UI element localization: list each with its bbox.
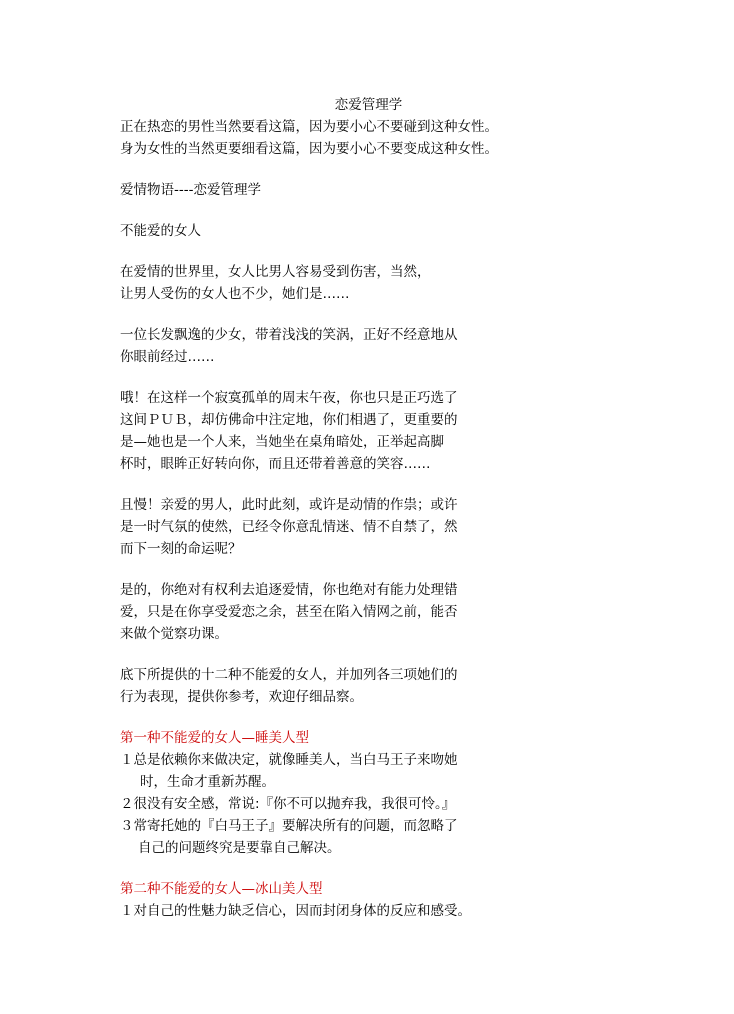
paragraph-line: 爱，只是在你享受爱恋之余，甚至在陷入情网之前，能否	[120, 604, 458, 620]
paragraph-line: 哦！在这样一个寂寞孤单的周末午夜，你也只是正巧选了	[120, 390, 458, 406]
paragraph-line: 来做个觉察功课。	[120, 626, 228, 642]
list-item: １对自己的性魅力缺乏信心，因而封闭身体的反应和感受。	[120, 903, 471, 919]
subtitle: 爱情物语----恋爱管理学	[120, 182, 261, 198]
list-item-continuation: 自己的问题终究是要靠自己解决。	[138, 840, 341, 856]
list-item: １总是依赖你来做决定，就像睡美人，当白马王子来吻她	[120, 752, 458, 768]
paragraph-line: 让男人受伤的女人也不少，她们是……	[120, 286, 350, 302]
page-title: 恋爱管理学	[334, 97, 403, 113]
paragraph-line: 一位长发飘逸的少女，带着浅浅的笑涡，正好不经意地从	[120, 327, 458, 343]
intro-line: 身为女性的当然更要细看这篇，因为要小心不要变成这种女性。	[120, 141, 498, 157]
paragraph-line: 且慢！亲爱的男人，此时此刻，或许是动情的作祟；或许	[120, 497, 458, 513]
type-heading: 第一种不能爱的女人—睡美人型	[120, 730, 309, 746]
paragraph-line: 是一时气氛的使然，已经令你意乱情迷、情不自禁了，然	[120, 519, 458, 535]
intro-line: 正在热恋的男性当然要看这篇，因为要小心不要碰到这种女性。	[120, 119, 498, 135]
paragraph-line: 行为表现，提供你参考，欢迎仔细品察。	[120, 689, 363, 705]
list-item: ３常寄托她的『白马王子』要解决所有的问题，而忽略了	[120, 818, 458, 834]
type-heading: 第二种不能爱的女人—冰山美人型	[120, 881, 323, 897]
paragraph-line: 是—她也是一个人来，当她坐在桌角暗处，正举起高脚	[120, 434, 444, 450]
paragraph-line: 是的，你绝对有权利去追逐爱情，你也绝对有能力处理错	[120, 582, 458, 598]
paragraph-line: 而下一刻的命运呢？	[120, 541, 242, 557]
paragraph-line: 在爱情的世界里，女人比男人容易受到伤害，当然，	[120, 264, 431, 280]
section-heading: 不能爱的女人	[120, 223, 201, 239]
paragraph-line: 杯时，眼眸正好转向你，而且还带着善意的笑容……	[120, 456, 431, 472]
paragraph-line: 这间ＰＵＢ，却仿佛命中注定地，你们相遇了，更重要的	[120, 412, 458, 428]
list-item: ２很没有安全感，常说:『你不可以抛弃我，我很可怜。』	[120, 796, 456, 812]
paragraph-line: 你眼前经过……	[120, 349, 215, 365]
document-body	[120, 94, 520, 922]
paragraph-line: 底下所提供的十二种不能爱的女人，并加列各三项她们的	[120, 667, 458, 683]
list-item-continuation: 时，生命才重新苏醒。	[140, 774, 275, 790]
